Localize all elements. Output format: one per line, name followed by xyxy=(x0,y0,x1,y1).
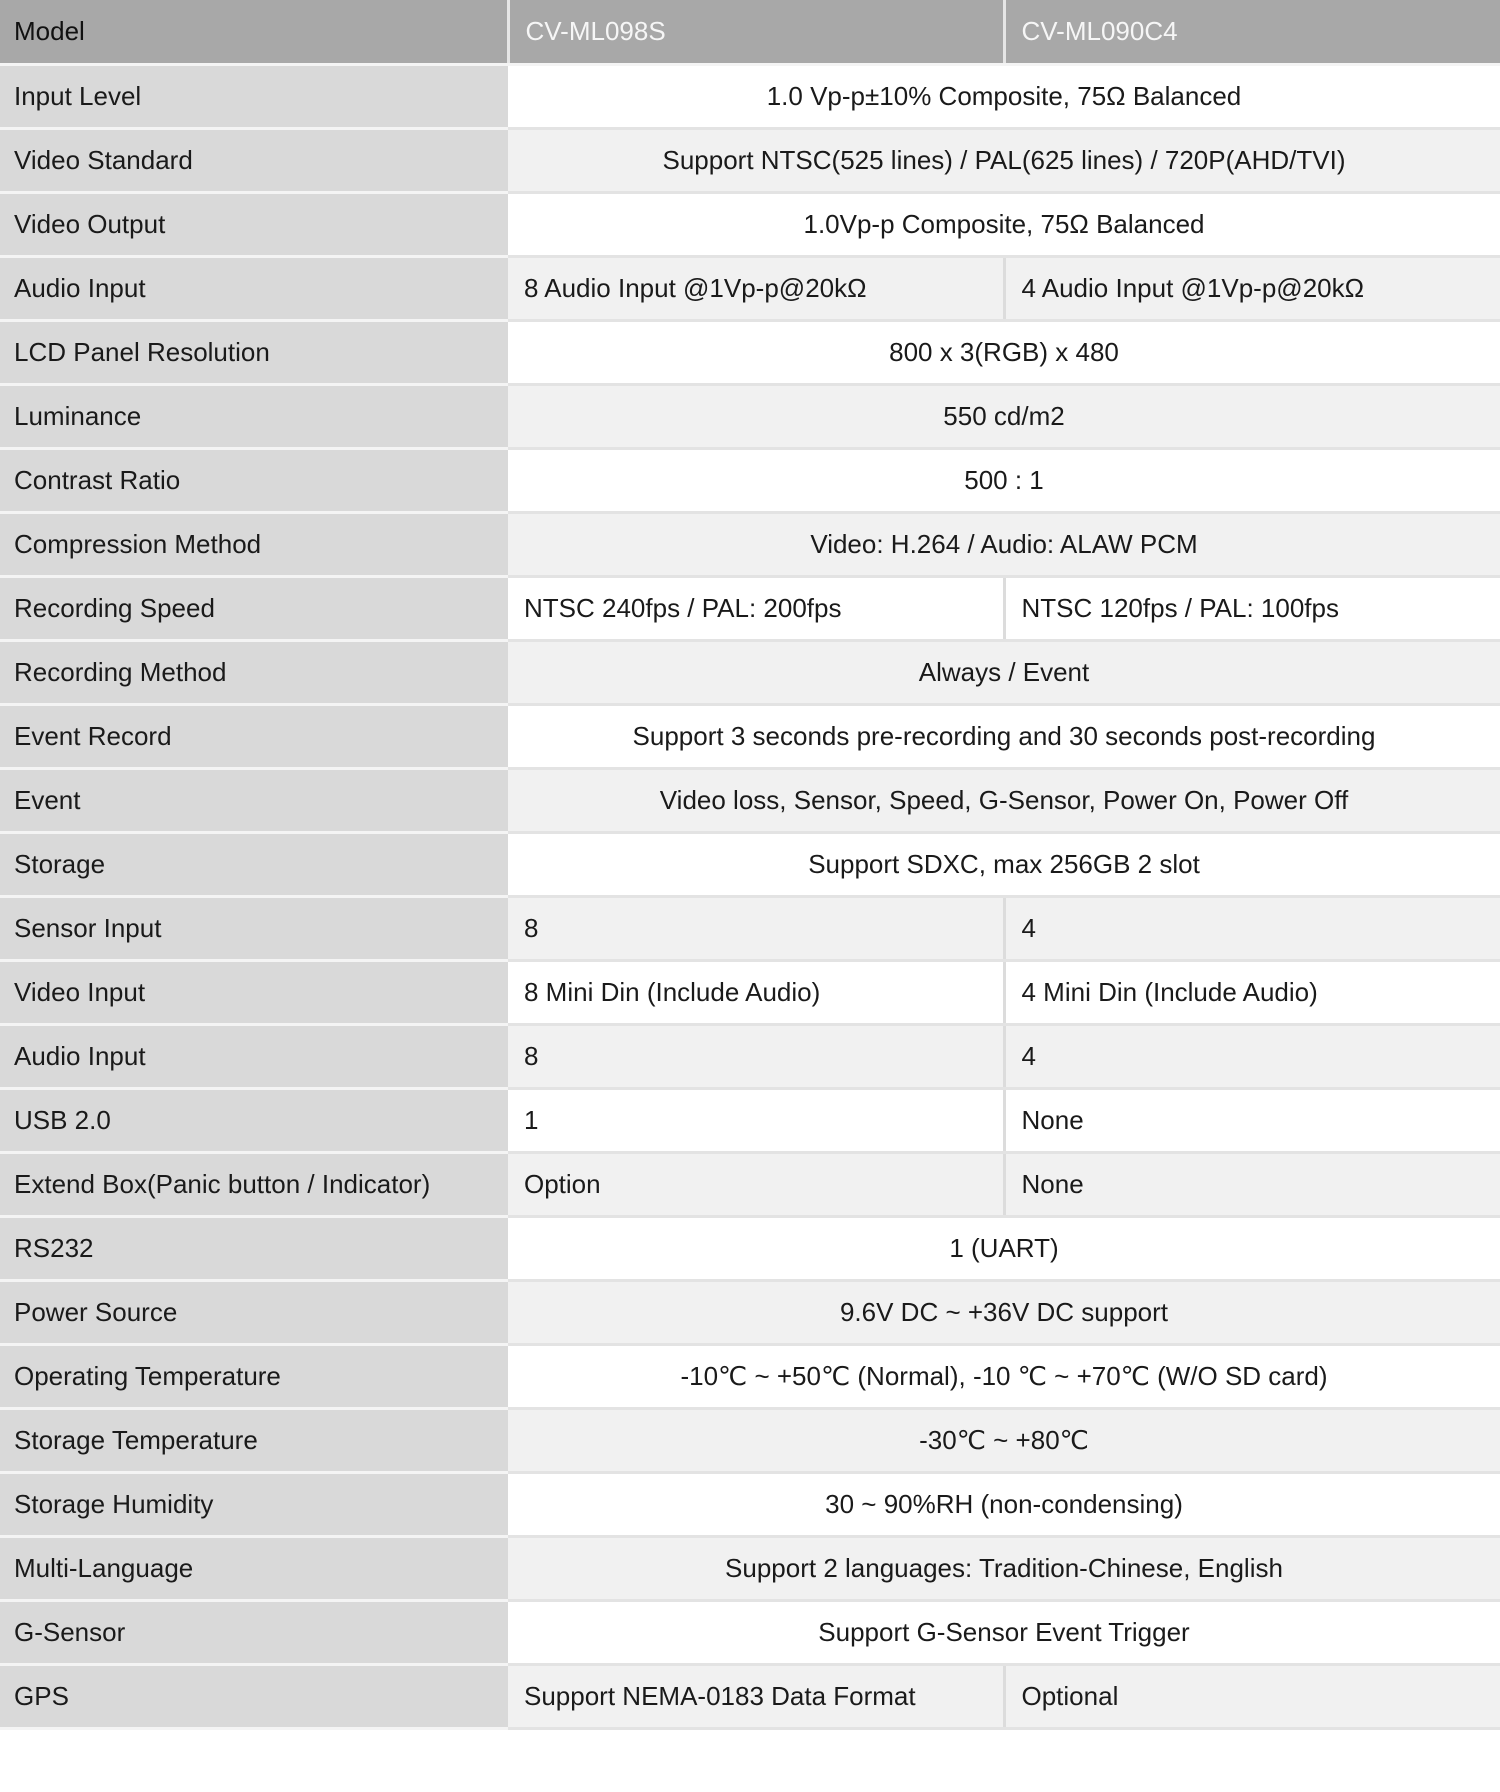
table-row xyxy=(0,704,1500,768)
row-value-shared: 1 (UART) xyxy=(508,1216,1500,1280)
table-row xyxy=(0,320,1500,384)
row-label: Event xyxy=(0,768,508,832)
row-value-shared: Support G-Sensor Event Trigger xyxy=(508,1600,1500,1664)
row-value-shared: Video loss, Sensor, Speed, G-Sensor, Power On, Power Off xyxy=(508,768,1500,832)
row-value-shared: Support SDXC, max 256GB 2 slot xyxy=(508,832,1500,896)
header-row xyxy=(0,0,1500,64)
row-label: RS232 xyxy=(0,1216,508,1280)
row-label: Sensor Input xyxy=(0,896,508,960)
row-label: Video Output xyxy=(0,192,508,256)
row-value-model-1: Option xyxy=(508,1152,1004,1216)
row-label: GPS xyxy=(0,1664,508,1728)
row-value-model-2: 4 xyxy=(1004,896,1500,960)
row-label: Multi-Language xyxy=(0,1536,508,1600)
row-label: Video Standard xyxy=(0,128,508,192)
row-label: Input Level xyxy=(0,64,508,128)
row-value-shared: Video: H.264 / Audio: ALAW PCM xyxy=(508,512,1500,576)
table-row xyxy=(0,832,1500,896)
row-value-model-1: 1 xyxy=(508,1088,1004,1152)
table-row xyxy=(0,640,1500,704)
row-label: Operating Temperature xyxy=(0,1344,508,1408)
row-value-model-2: Optional xyxy=(1004,1664,1500,1728)
row-label: LCD Panel Resolution xyxy=(0,320,508,384)
model-name-2: CV-ML090C4 xyxy=(1004,0,1500,64)
row-value-model-2: 4 Audio Input @1Vp-p@20kΩ xyxy=(1004,256,1500,320)
table-row xyxy=(0,64,1500,128)
table-row xyxy=(0,256,1500,320)
table-row xyxy=(0,1088,1500,1152)
row-value-shared: 550 cd/m2 xyxy=(508,384,1500,448)
row-value-shared: 1.0Vp-p Composite, 75Ω Balanced xyxy=(508,192,1500,256)
row-label: USB 2.0 xyxy=(0,1088,508,1152)
row-value-model-2: 4 xyxy=(1004,1024,1500,1088)
table-row xyxy=(0,448,1500,512)
table-row xyxy=(0,768,1500,832)
table-row xyxy=(0,1024,1500,1088)
row-label: Power Source xyxy=(0,1280,508,1344)
row-label: Luminance xyxy=(0,384,508,448)
row-value-shared: -10℃ ~ +50℃ (Normal), -10 ℃ ~ +70℃ (W/O SD card) xyxy=(508,1344,1500,1408)
row-value-model-2: None xyxy=(1004,1152,1500,1216)
table-row xyxy=(0,1600,1500,1664)
table-row xyxy=(0,1216,1500,1280)
table-row xyxy=(0,1664,1500,1728)
row-value-shared: 800 x 3(RGB) x 480 xyxy=(508,320,1500,384)
table-row xyxy=(0,128,1500,192)
row-label: Storage Humidity xyxy=(0,1472,508,1536)
row-value-model-2: None xyxy=(1004,1088,1500,1152)
row-value-model-2: NTSC 120fps / PAL: 100fps xyxy=(1004,576,1500,640)
row-label: Audio Input xyxy=(0,256,508,320)
row-value-model-1: 8 xyxy=(508,896,1004,960)
row-label: Extend Box(Panic button / Indicator) xyxy=(0,1152,508,1216)
row-label: Compression Method xyxy=(0,512,508,576)
table-row xyxy=(0,960,1500,1024)
row-value-shared: 500 : 1 xyxy=(508,448,1500,512)
table-row xyxy=(0,1472,1500,1536)
model-name-1: CV-ML098S xyxy=(508,0,1004,64)
row-label: Contrast Ratio xyxy=(0,448,508,512)
table-row xyxy=(0,512,1500,576)
table-row xyxy=(0,1280,1500,1344)
table-header xyxy=(0,0,1500,64)
table-row xyxy=(0,1408,1500,1472)
row-label: Audio Input xyxy=(0,1024,508,1088)
row-value-shared: 30 ~ 90%RH (non-condensing) xyxy=(508,1472,1500,1536)
row-label: Recording Method xyxy=(0,640,508,704)
row-value-model-1: Support NEMA-0183 Data Format xyxy=(508,1664,1004,1728)
row-value-shared: Support 2 languages: Tradition-Chinese, English xyxy=(508,1536,1500,1600)
row-value-shared: -30℃ ~ +80℃ xyxy=(508,1408,1500,1472)
table-row xyxy=(0,896,1500,960)
row-value-shared: 9.6V DC ~ +36V DC support xyxy=(508,1280,1500,1344)
row-label: G-Sensor xyxy=(0,1600,508,1664)
row-label: Event Record xyxy=(0,704,508,768)
row-label: Storage Temperature xyxy=(0,1408,508,1472)
table-row xyxy=(0,1344,1500,1408)
row-value-model-1: 8 xyxy=(508,1024,1004,1088)
row-value-shared: 1.0 Vp-p±10% Composite, 75Ω Balanced xyxy=(508,64,1500,128)
table-row xyxy=(0,1536,1500,1600)
table-body xyxy=(0,64,1500,1728)
table-row xyxy=(0,1152,1500,1216)
row-value-model-1: NTSC 240fps / PAL: 200fps xyxy=(508,576,1004,640)
row-label: Recording Speed xyxy=(0,576,508,640)
row-value-model-1: 8 Mini Din (Include Audio) xyxy=(508,960,1004,1024)
table-row xyxy=(0,576,1500,640)
row-value-model-2: 4 Mini Din (Include Audio) xyxy=(1004,960,1500,1024)
row-value-shared: Always / Event xyxy=(508,640,1500,704)
row-label: Storage xyxy=(0,832,508,896)
model-label: Model xyxy=(0,0,508,64)
row-value-shared: Support NTSC(525 lines) / PAL(625 lines) / 720P(AHD/TVI) xyxy=(508,128,1500,192)
table-row xyxy=(0,384,1500,448)
table-row xyxy=(0,192,1500,256)
row-value-shared: Support 3 seconds pre-recording and 30 seconds post-recording xyxy=(508,704,1500,768)
row-label: Video Input xyxy=(0,960,508,1024)
row-value-model-1: 8 Audio Input @1Vp-p@20kΩ xyxy=(508,256,1004,320)
